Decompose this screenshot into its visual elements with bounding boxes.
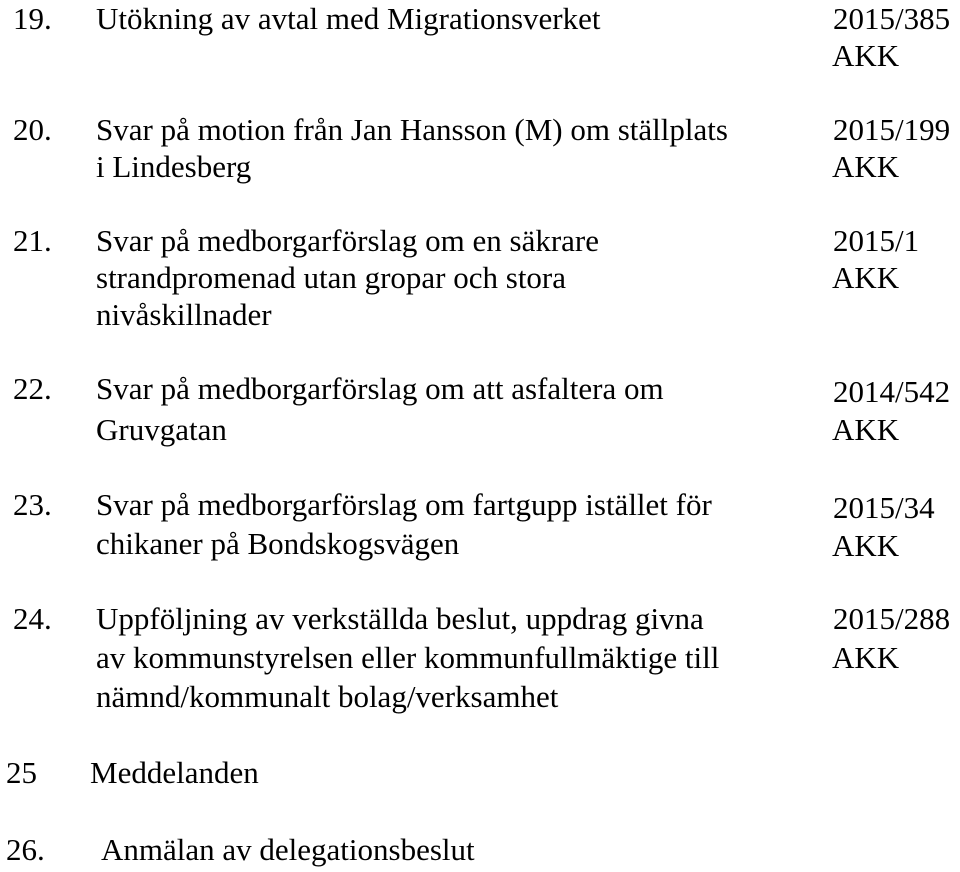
agenda-item-number: 24. [13,601,52,636]
agenda-item-title: Utökning av avtal med Migrationsverket [96,1,601,36]
agenda-item-title-continued: strandpromenad utan gropar och stora [96,260,567,295]
agenda-item-number: 26. [6,832,45,867]
agenda-item-number: 25 [6,755,37,790]
agenda-item-title: Anmälan av delegationsbeslut [101,832,475,867]
agenda-item-title-continued: Gruvgatan [96,412,227,447]
department-code: AKK [832,412,900,447]
department-code: AKK [832,640,900,675]
agenda-item-title: Uppföljning av verkställda beslut, uppdrag givna [96,601,704,636]
agenda-item-title-continued: i Lindesberg [96,149,252,184]
agenda-item-number: 23. [13,487,52,522]
diary-number: 2015/288 [833,601,951,636]
department-code: AKK [832,149,900,184]
department-code: AKK [832,38,900,73]
department-code: AKK [832,528,900,563]
agenda-item-number: 21. [13,223,52,258]
agenda-item-title: Meddelanden [90,755,259,790]
agenda-item-number: 22. [13,371,52,406]
agenda-item-number: 19. [13,1,52,36]
diary-number: 2014/542 [833,374,951,409]
diary-number: 2015/199 [833,112,951,147]
agenda-item-title: Svar på medborgarförslag om att asfaltera om [96,371,664,406]
diary-number: 2015/1 [833,223,920,258]
department-code: AKK [832,260,900,295]
agenda-item-number: 20. [13,112,52,147]
diary-number: 2015/34 [833,490,935,525]
agenda-item-title-continued: nivåskillnader [96,297,272,332]
agenda-item-title: Svar på medborgarförslag om fartgupp istället för [96,487,712,522]
agenda-item-title: Svar på motion från Jan Hansson (M) om ställplats [96,112,728,147]
agenda-item-title: Svar på medborgarförslag om en säkrare [96,223,599,258]
agenda-item-title-continued: av kommunstyrelsen eller kommunfullmäktige till [96,640,720,675]
agenda-item-title-continued: chikaner på Bondskogsvägen [96,526,460,561]
agenda-item-title-continued: nämnd/kommunalt bolag/verksamhet [96,679,559,714]
diary-number: 2015/385 [833,1,951,36]
